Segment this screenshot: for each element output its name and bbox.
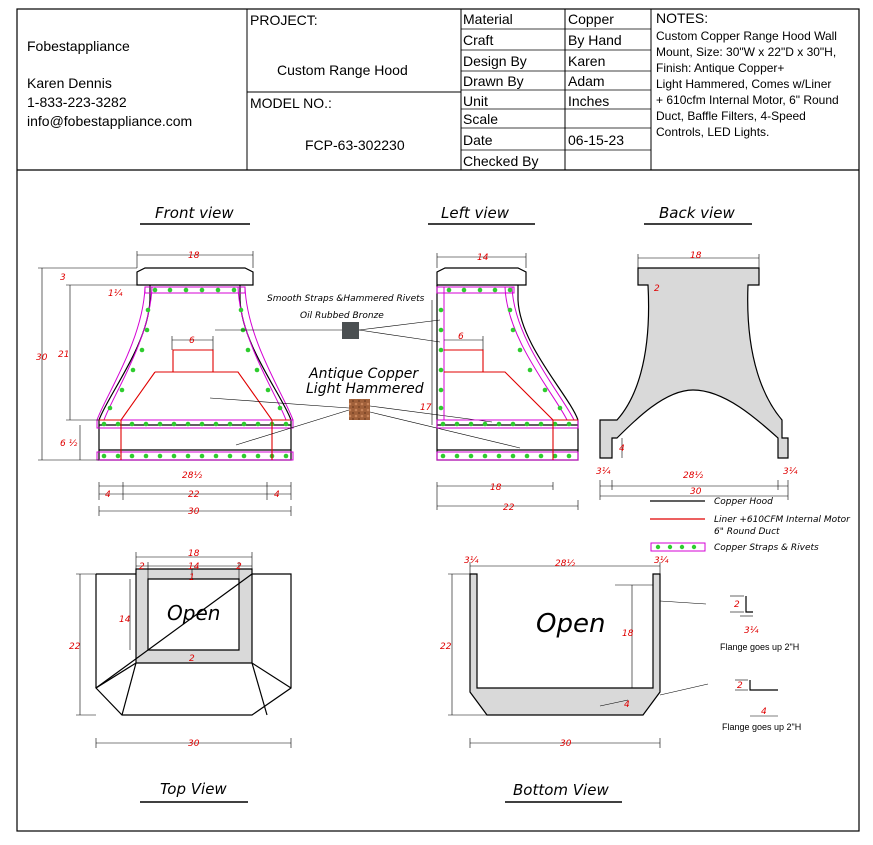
dim-label: 3¼ (744, 626, 759, 636)
dim-label: 2 (654, 284, 660, 294)
dim-label: 6 (458, 332, 464, 342)
dim-label: 22 (440, 642, 452, 652)
front-view-title: Front view (155, 204, 234, 222)
legend-liner: Liner +610CFM Internal Motor (714, 515, 850, 525)
dim-label: 22 (503, 503, 515, 513)
bottom-profile (470, 574, 660, 715)
dim-label: 28½ (683, 471, 704, 481)
dim-label: 3¼ (596, 467, 611, 477)
dim-label: 2 (189, 654, 195, 664)
notes-label: NOTES: (656, 10, 709, 26)
notes-line: Mount, Size: 30"W x 22"D x 30"H, (656, 45, 837, 59)
field-value-craft: By Hand (568, 32, 622, 48)
hammered-callout: Light Hammered (306, 381, 424, 397)
dim-label: 4 (274, 490, 280, 500)
dim-label: 4 (624, 700, 630, 710)
dim-label: 3¼ (654, 556, 669, 566)
notes-line: Controls, LED Lights. (656, 125, 770, 139)
top-view-title: Top View (160, 780, 227, 798)
field-label-unit: Unit (463, 93, 488, 109)
dim-label: 14 (188, 562, 200, 572)
field-label-material: Material (463, 11, 513, 27)
dim-label: 4 (619, 444, 625, 454)
project-value: Custom Range Hood (277, 62, 408, 78)
bottom-view (440, 556, 708, 749)
dim-label: 1 (189, 573, 195, 583)
contact-phone: 1-833-223-3282 (27, 94, 127, 110)
dim-label: 1¼ (108, 289, 123, 299)
field-value-date: 06-15-23 (568, 132, 625, 148)
dim-label: 30 (36, 353, 48, 363)
left-view (420, 253, 578, 513)
field-value-drawn-by: Adam (568, 73, 605, 89)
field-label-checked-by: Checked By (463, 153, 539, 169)
dim-label: 22 (69, 642, 81, 652)
front-view (36, 251, 293, 517)
notes-line: Duct, Baffle Filters, 4-Speed (656, 109, 806, 123)
field-label-scale: Scale (463, 111, 499, 127)
back-view-title: Back view (659, 204, 735, 222)
model-label: MODEL NO.: (250, 95, 332, 111)
copper-swatch (349, 399, 370, 420)
dim-label: 3¼ (783, 467, 798, 477)
legend (650, 497, 851, 553)
contact-name: Karen Dennis (27, 75, 112, 91)
dim-label: 4 (105, 490, 111, 500)
field-label-design-by: Design By (463, 53, 527, 69)
field-label-drawn-by: Drawn By (463, 73, 524, 89)
back-profile (600, 268, 788, 458)
bronze-callout: Oil Rubbed Bronze (300, 311, 384, 321)
dim-label: 30 (690, 487, 702, 497)
notes-line: + 610cfm Internal Motor, 6" Round (656, 93, 839, 107)
dim-label: 18 (188, 251, 200, 261)
dim-label: 22 (188, 490, 200, 500)
bottom-open-label: Open (536, 609, 606, 639)
dim-label: 18 (690, 251, 702, 261)
copper-callout: Antique Copper (309, 366, 419, 382)
field-label-craft: Craft (463, 32, 494, 48)
dim-label: 18 (622, 629, 634, 639)
notes-line: Custom Copper Range Hood Wall (656, 29, 837, 43)
field-label-date: Date (463, 132, 493, 148)
dim-label: 30 (188, 739, 200, 749)
dim-label: 2 (139, 562, 145, 572)
bottom-view-title: Bottom View (513, 781, 609, 799)
dim-label: 14 (119, 615, 131, 625)
left-view-title: Left view (441, 204, 510, 222)
field-value-unit: Inches (568, 93, 610, 109)
dim-label: 2 (734, 600, 740, 610)
field-value-material: Copper (568, 11, 614, 27)
dim-label: 30 (560, 739, 572, 749)
dim-label: 17 (420, 403, 432, 413)
contact-email: info@fobestappliance.com (27, 113, 193, 129)
dim-label: 28½ (182, 471, 203, 481)
dim-label: 18 (188, 549, 200, 559)
front-rivets (102, 288, 289, 459)
model-value: FCP-63-302230 (305, 137, 405, 153)
top-open-label: Open (167, 601, 221, 625)
back-view (596, 251, 798, 500)
notes-line: Finish: Antique Copper+ (656, 61, 785, 75)
legend-copper-hood: Copper Hood (714, 497, 773, 507)
dim-label: 3¼ (464, 556, 479, 566)
field-value-design-by: Karen (568, 53, 606, 69)
top-view (69, 549, 291, 749)
project-label: PROJECT: (250, 12, 318, 28)
legend-straps: Copper Straps & Rivets (714, 543, 819, 553)
dim-label: 6 ½ (60, 439, 78, 449)
dim-label: 4 (761, 707, 767, 717)
dim-label: 30 (188, 507, 200, 517)
dim-label: 28½ (555, 559, 576, 569)
dim-label: 3 (60, 273, 66, 283)
dim-label: 21 (58, 350, 70, 360)
straps-callout: Smooth Straps &Hammered Rivets (267, 294, 425, 304)
dim-label: 2 (737, 681, 743, 691)
legend-duct: 6" Round Duct (714, 527, 780, 537)
company-name: Fobestappliance (27, 38, 130, 54)
dim-label: 14 (477, 253, 489, 263)
dim-label: 18 (490, 483, 502, 493)
bronze-swatch (342, 322, 359, 339)
flange-note: Flange goes up 2"H (720, 642, 800, 652)
dim-label: 6 (189, 336, 195, 346)
left-rivets (439, 288, 572, 459)
flange-note: Flange goes up 2"H (722, 722, 802, 732)
flange-details (720, 596, 801, 732)
notes-line: Light Hammered, Comes w/Liner (656, 77, 832, 91)
dim-label: 2 (236, 562, 242, 572)
